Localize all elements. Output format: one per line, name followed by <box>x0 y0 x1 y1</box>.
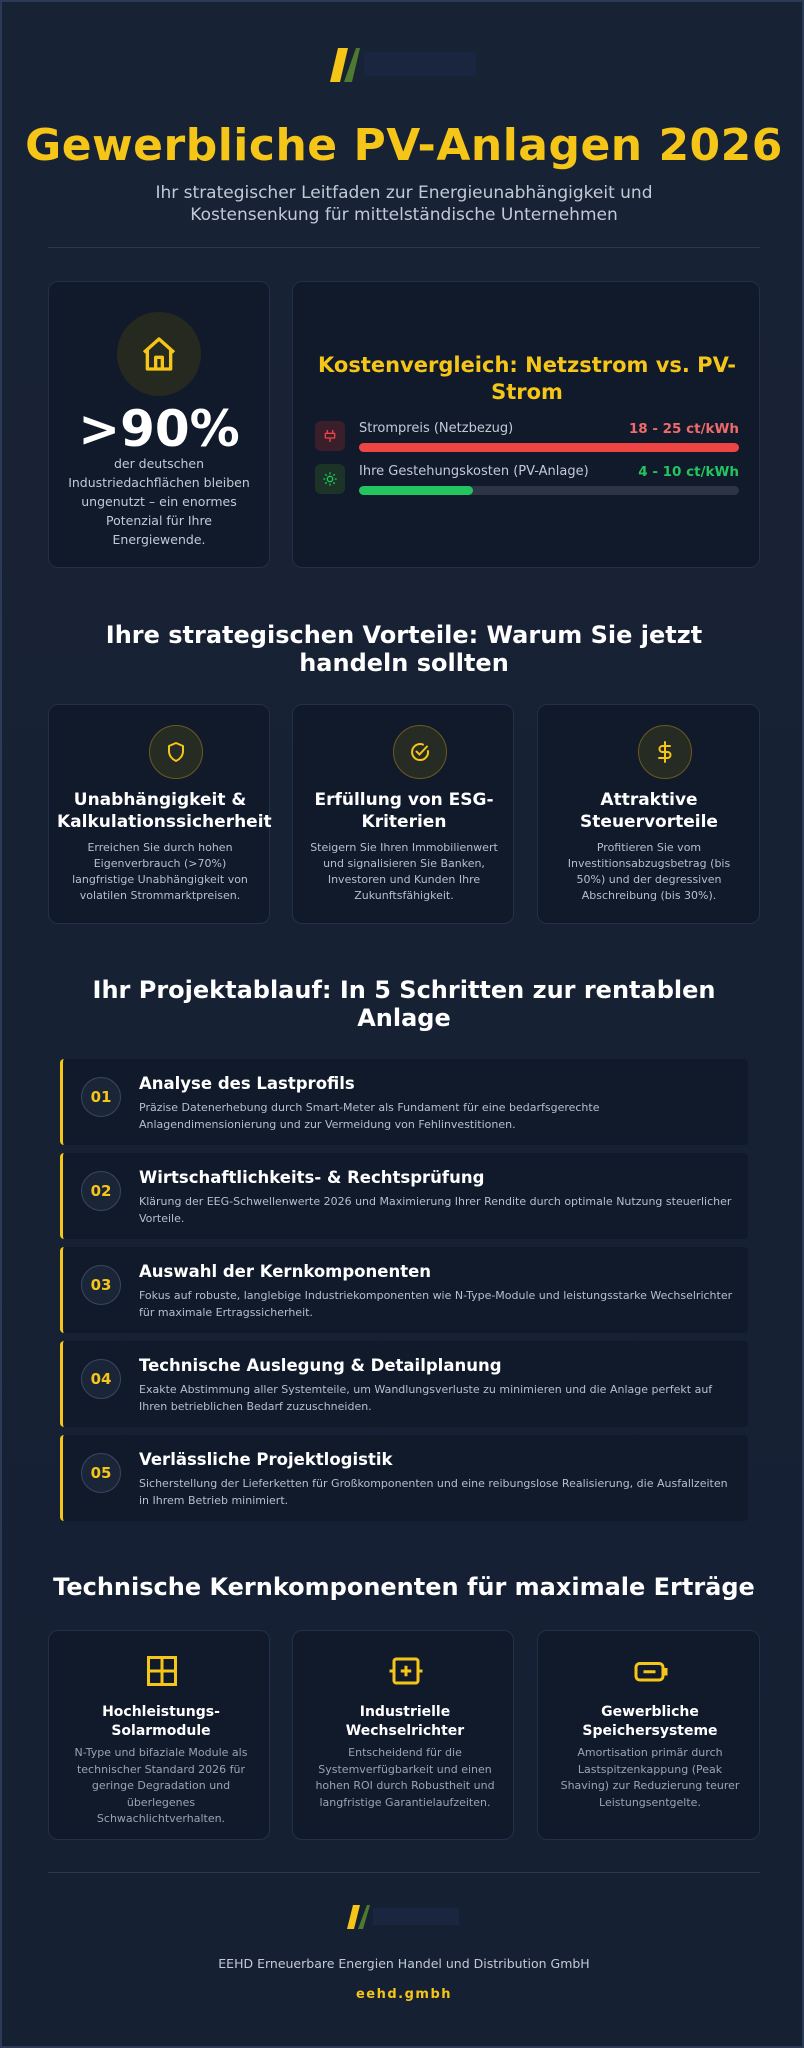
cost-label-grid: Strompreis (Netzbezug) <box>359 421 514 436</box>
battery-icon <box>633 1653 669 1689</box>
step-text: Fokus auf robuste, langlebige Industriekomponenten wie N-Type-Module und leistungsstarke Wechselrichter für maximale Ertragssicherheit. <box>139 1289 733 1319</box>
company-name: EEHD Erneuerbare Energien Handel und Distribution GmbH <box>218 1956 590 1971</box>
component-title: Industrielle Wechselrichter <box>345 1704 465 1739</box>
shield-icon <box>149 725 203 779</box>
step-title: Technische Auslegung & Detailplanung <box>139 1356 502 1375</box>
step-title: Analyse des Lastprofils <box>139 1074 355 1093</box>
step-number: 01 <box>81 1077 121 1117</box>
cost-bar-pv <box>359 486 739 495</box>
process-step <box>60 1153 748 1239</box>
step-title: Auswahl der Kernkomponenten <box>139 1262 432 1281</box>
process-title: Ihr Projektablauf: In 5 Schritten zur rentablen Anlage <box>92 976 716 1032</box>
step-text: Präzise Datenerhebung durch Smart-Meter als Fundament für eine bedarfsgerechte Anlagendimensionierung und zur Vermeidung von Fehlinvestitionen. <box>139 1101 600 1131</box>
cost-label-pv: Ihre Gestehungskosten (PV-Anlage) <box>359 464 589 479</box>
step-text: Exakte Abstimmung aller Systemteile, um Wandlungsverluste zu minimieren und die Anlage perfekt auf Ihren betrieblichen Bedarf zuzuschneiden. <box>139 1383 713 1413</box>
component-text: Entscheidend für die Systemverfügbarkeit und einen hohen ROI durch Robustheit und langfristige Garantielaufzeiten. <box>315 1746 495 1809</box>
advantage-title: Attraktive Steuervorteile <box>580 790 718 832</box>
advantage-title: Erfüllung von ESG-Kriterien <box>314 790 494 832</box>
step-title: Wirtschaftlichkeits- & Rechtsprüfung <box>139 1168 485 1187</box>
advantage-text: Profitieren Sie vom Investitionsabzugsbetrag (bis 50%) und der degressiven Abschreibung (bis 30%). <box>567 841 731 902</box>
advantage-card <box>537 704 760 924</box>
step-number: 04 <box>81 1359 121 1399</box>
advantage-text: Erreichen Sie durch hohen Eigenverbrauch (>70%) langfristige Unabhängigkeit von volatilen Strommarktpreisen. <box>72 841 248 902</box>
step-text: Sicherstellung der Lieferketten für Großkomponenten und eine reibungslose Realisierung, die Ausfallzeiten in Ihrem Betrieb minimiert. <box>139 1477 728 1507</box>
company-logo <box>330 46 480 82</box>
component-text: Amortisation primär durch Lastspitzenkappung (Peak Shaving) zur Reduzierung teurer Leistungsentgelte. <box>560 1746 740 1809</box>
advantage-card <box>48 704 270 924</box>
solar-panel-icon <box>144 1653 180 1689</box>
component-card <box>292 1630 514 1840</box>
cost-bar-fill-grid <box>359 443 739 452</box>
cost-card <box>292 281 760 568</box>
company-domain[interactable]: eehd.gmbh <box>355 1987 453 2002</box>
component-card <box>48 1630 270 1840</box>
stat-card <box>48 281 270 568</box>
process-step <box>60 1247 748 1333</box>
cost-row-grid <box>315 421 743 457</box>
page-subtitle: Ihr strategischer Leitfaden zur Energieunabhängigkeit und Kostensenkung für mittelständische Unternehmen <box>155 183 653 225</box>
process-step <box>60 1059 748 1145</box>
home-icon <box>117 312 201 396</box>
divider <box>48 1872 760 1873</box>
process-step <box>60 1341 748 1427</box>
cost-bar-fill-pv <box>359 486 473 495</box>
component-text: N-Type und bifaziale Module als technischer Standard 2026 für geringe Degradation und überlegenes Schwachlichtverhalten. <box>74 1746 248 1825</box>
stat-value: >90% <box>78 400 240 458</box>
divider <box>48 247 760 248</box>
footer-logo <box>347 1903 461 1929</box>
dollar-icon <box>638 725 692 779</box>
page-title: Gewerbliche PV-Anlagen 2026 <box>25 120 783 171</box>
advantage-card <box>292 704 514 924</box>
step-number: 02 <box>81 1171 121 1211</box>
component-title: Gewerbliche Speichersysteme <box>582 1704 718 1739</box>
component-title: Hochleistungs-Solarmodule <box>102 1704 220 1739</box>
step-number: 05 <box>81 1453 121 1493</box>
cost-title: Kostenvergleich: Netzstrom vs. PV-Strom <box>317 353 737 404</box>
advantage-text: Steigern Sie Ihren Immobilienwert und signalisieren Sie Banken, Investoren und Kunden Ihre Zukunftsfähigkeit. <box>310 841 498 902</box>
component-card <box>537 1630 760 1840</box>
advantage-title: Unabhängigkeit & Kalkulationssicherheit <box>57 790 272 832</box>
cost-value-pv: 4 - 10 ct/kWh <box>638 464 739 480</box>
step-number: 03 <box>81 1265 121 1305</box>
stat-text: der deutschen Industriedachflächen bleiben ungenutzt – ein enormes Potenzial für Ihre Energiewende. <box>68 456 250 547</box>
step-title: Verlässliche Projektlogistik <box>139 1450 393 1469</box>
step-text: Klärung der EEG-Schwellenwerte 2026 und Maximierung Ihrer Rendite durch optimale Nutzung steuerlicher Vorteile. <box>139 1195 732 1225</box>
components-title: Technische Kernkomponenten für maximale Erträge <box>53 1573 755 1601</box>
advantages-title: Ihre strategischen Vorteile: Warum Sie jetzt handeln sollten <box>105 621 703 677</box>
cost-bar-grid <box>359 443 739 452</box>
cost-row-pv <box>315 464 743 500</box>
inverter-icon <box>388 1653 424 1689</box>
process-step <box>60 1435 748 1521</box>
sun-icon <box>315 464 345 494</box>
check-circle-icon <box>393 725 447 779</box>
cost-value-grid: 18 - 25 ct/kWh <box>628 421 739 437</box>
power-plug-icon <box>315 421 345 451</box>
